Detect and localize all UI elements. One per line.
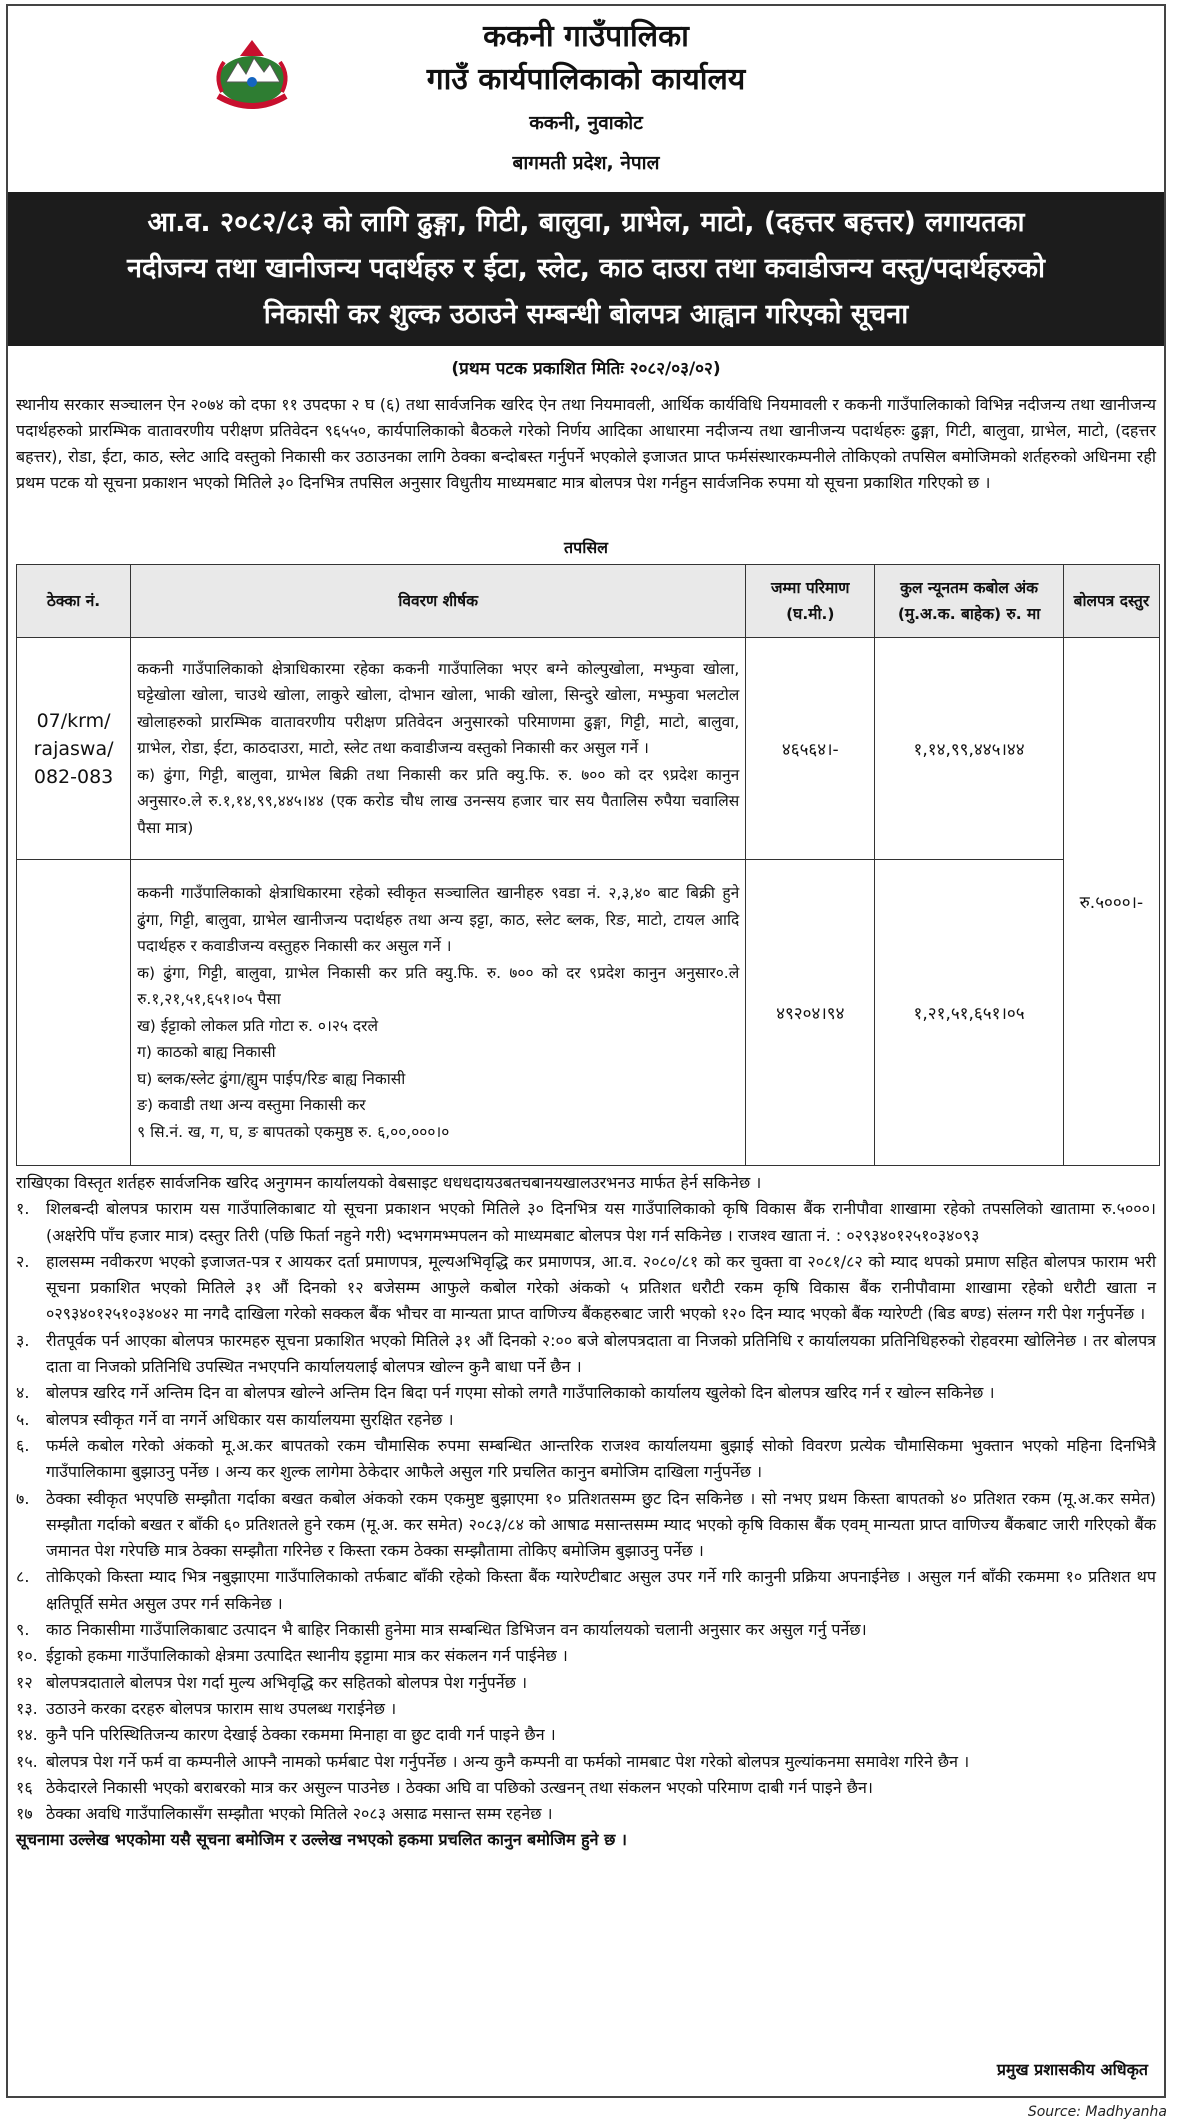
condition-item — [16, 1380, 1156, 1406]
row-2-description — [131, 860, 746, 1166]
notice-page — [6, 4, 1166, 2098]
condition-item — [16, 1722, 1156, 1748]
condition-number: १६ — [16, 1777, 33, 1797]
intro-paragraph: स्थानीय सरकार सञ्चालन ऐन २०७४ को दफा ११ उपदफा २ घ (६) तथा सार्वजनिक खरिद ऐन तथा नियमावली, आर्थिक कार्यविधि नियमावली र ककनी गाउँपालिकाको विभिन्न नदीजन्य तथा खानीजन्य पदार्थहरुको प्रारम्भिक वातावरणीय परीक्षण प्रतिवेदन ९६५५०, कार्यपालिकाको बैठकले गरेको निर्णय आदिका आधारमा नदीजन्य तथा खानीजन्य पदार्थहरुः ढुङ्गा, गिटी, बालुवा, ग्राभेल, माटो, (दहत्तर बहत्तर), रोडा, ईटा, काठ, स्लेट आदि वस्तुको निकासी कर उठाउनका लागि ठेक्का बन्दोबस्त गर्नुपर्ने भएकोले इजाजत प्राप्त फर्मसंस्थारकम्पनीले तोकिएको तपसिल बमोजिमको शर्तहरुको अधिनमा रही प्रथम पटक यो सूचना प्रकाशन भएको मितिले ३० दिनभित्र तपसिल अनुसार विधुतीय माध्यमबाट मात्र बोलपत्र पेश गर्नहुन सार्वजनिक रुपमा यो सूचना प्रकाशित गरिएको छ । — [16, 395, 1156, 492]
condition-text: रीतपूर्वक पर्न आएका बोलपत्र फारमहरु सूचना प्रकाशित भएको मितिले ३१ औं दिनको २:०० बजे बोलपत्रदाता वा निजको प्रतिनिधि र कार्यालयका प्रतिनिधिहरुको रोहवरमा खोलिनेछ । तर बोलपत्र दाता वा निजको प्रतिनिधि उपस्थित नभएपनि कार्यालयलाई बोलपत्र खोल्न कुनै बाधा पर्ने छैन । — [46, 1330, 1156, 1377]
condition-number: १०. — [16, 1646, 38, 1666]
bid-fee: रु.५०००।- — [1063, 638, 1159, 1166]
row-1-min-bid: १,१४,९९,४४५।४४ — [875, 638, 1063, 860]
condition-number: ३. — [16, 1330, 30, 1350]
condition-text: उठाउने करका दरहरु बोलपत्र फाराम साथ उपलब्ध गराईनेछ । — [46, 1698, 397, 1718]
office-body: गाउँ कार्यपालिकाको कार्यालय — [426, 62, 746, 97]
condition-text: बोलपत्रदाताले बोलपत्र पेश गर्दा मुल्य अभिवृद्धि कर सहितको बोलपत्र पेश गर्नुपर्नेछ । — [46, 1672, 528, 1692]
row-2-desc-line: ग) काठको बाह्य निकासी — [137, 1043, 276, 1061]
condition-item — [16, 1617, 1156, 1643]
condition-text: हालसम्म नवीकरण भएको इजाजत-पत्र र आयकर दर्ता प्रमाणपत्र, मूल्यअभिवृद्धि कर प्रमाणपत्र, आ.व. २०८०/८१ को कर चुक्ता वा २०८१/८२ को म्याद थपको प्रमाण सहित बोलपत्र फाराम भरी सूचना प्रकाशित भएको मितिले ३१ औं दिनको १२ बजेसम्म आफुले कबोल गरेको अंकको ५ प्रतिशत धरौटी रकम कृषि विकास बैंक रानीपौवामा शाखामा रहेको धरौटी खाता न ०२९३४०१२५१०३४०४२ मा नगदै दाखिला गरेको सक्कल बैंक भौचर वा मान्यता प्राप्त वाणिज्य बैंकहरुबाट जारी भएको १२० दिन म्याद भएको बैंक ग्यारेण्टी (बिड बण्ड) संलग्न गरी पेश गर्नुपर्नेछ । — [46, 1251, 1156, 1324]
condition-item — [16, 1328, 1156, 1381]
condition-item — [16, 1486, 1156, 1565]
condition-text: ठेकेदारले निकासी भएको बराबरको मात्र कर असुल्न पाउनेछ । ठेक्का अघि वा पछिको उत्खनन् तथा संकलन भएको परिमाण दाबी गर्न पाइने छैन। — [46, 1777, 873, 1797]
condition-number: ५. — [16, 1409, 30, 1429]
condition-item — [16, 1749, 1156, 1775]
conditions-section — [16, 1170, 1156, 1854]
condition-text: तोकिएको किस्ता म्याद भित्र नबुझाएमा गाउँपालिकाको तर्फबाट बाँकी रहेको किस्ता बैंक ग्यारेण्टीबाट असुल उपर गर्ने गरि कानुनी प्रक्रिया अपनाईनेछ । असुल गर्न बाँकी रकममा १० प्रतिशत थप क्षतिपूर्ति समेत असुल उपर गर्न सकिनेछ । — [46, 1567, 1156, 1613]
row-2-desc-line: घ) ब्लक/स्लेट ढुंगा/ह्युम पाईप/रिङ बाह्य निकासी — [137, 1069, 406, 1088]
conditions-lead: राखिएका विस्तृत शर्तहरु सार्वजनिक खरिद अनुगमन कार्यालयको वेबसाइट धधधदायउबतचबानयखालउरभनउ मार्फत हेर्न सकिनेछ । — [16, 1173, 762, 1192]
condition-item — [16, 1564, 1156, 1617]
notice-title-banner — [8, 192, 1164, 346]
table-header-row — [17, 565, 1160, 638]
row-2-desc-line: क) ढुंगा, गिट्टी, बालुवा, ग्राभेल निकासी कर प्रति क्यु.फि. रु. ७०० को दर ९प्रदेश कानुन अनुसार०.ले रु.१,२१,५१,६५१।०५ पैसा — [137, 963, 740, 1008]
header-bid-fee: बोलपत्र दस्तुर — [1063, 565, 1159, 638]
source-credit: Source: Madhyanha — [1027, 2104, 1167, 2120]
signatory-title: प्रमुख प्रशासकीय अधिकृत — [996, 2060, 1148, 2079]
row-1-description — [131, 638, 746, 860]
header — [8, 6, 1164, 192]
condition-number: १. — [16, 1199, 30, 1219]
header-min-bid: कुल न्यूनतम कबोल अंक (मु.अ.क. बाहेक) रु. मा — [875, 565, 1063, 638]
office-province: बागमती प्रदेश, नेपाल — [512, 152, 660, 174]
row-1-desc-line: क) ढुंगा, गिट्टी, बालुवा, ग्राभेल बिक्री तथा निकासी कर प्रति क्यु.फि. रु. ७०० को दर ९प्रदेश कानुन अनुसार०.ले रु.१,१४,९९,४४५।४४ (एक करोड चौध लाख उनन्सय हजार चार सय पैतालिस रुपैया चवालिस पैसा मात्र) — [137, 765, 740, 837]
condition-text: काठ निकासीमा गाउँपालिकाबाट उत्पादन भै बाहिर निकासी हुनेमा मात्र सम्बन्धित डिभिजन वन कार्यालयको चलानी अनुसार कर असुल गर्नु पर्नेछ। — [46, 1620, 867, 1640]
condition-number: ६. — [16, 1435, 30, 1455]
row-2-desc-line: ङ) कवाडी तथा अन्य वस्तुमा निकासी कर — [137, 1096, 366, 1114]
row-2-quantity: ४९२०४।९४ — [746, 860, 875, 1166]
condition-number: १५. — [16, 1751, 38, 1771]
condition-number: १४. — [16, 1725, 38, 1745]
condition-number: ८. — [16, 1567, 30, 1587]
condition-item — [16, 1196, 1156, 1249]
row-2-desc-line: ख) ईट्टाको लोकल प्रति गोटा रु. ०।२५ दरले — [137, 1016, 378, 1035]
contract-number: 07/krm/ rajaswa/ 082-083 — [17, 638, 131, 860]
row-1-desc-line: ककनी गाउँपालिकाको क्षेत्राधिकारमा रहेका ककनी गाउँपालिका भएर बग्ने कोल्पुखोला, मभ्फुवा खोला, घट्टेखोला खोला, चाउथे खोला, लाकुरे खोला, दोभान खोला, भाकी खोला, सिन्दुरे खोला, मभ्फुवा भलटोल खोलाहरुको प्रारम्भिक वातावरणीय परीक्षण प्रतिवेदन अनुसारको परिमाणमा ढुङ्गा, गिट्टी, माटो, बालुवा, ग्राभेल, रोडा, ईटा, काठदाउरा, माटो, स्लेट तथा कवाडीजन्य वस्तुको निकासी कर असुल गर्ने । — [137, 659, 740, 758]
notice-title-line-2: नदीजन्य तथा खानीजन्य पदार्थहरु र ईटा, स्लेट, काठ दाउरा तथा कवाडीजन्य वस्तु/पदार्थहरुको — [127, 253, 1045, 284]
condition-item — [16, 1643, 1156, 1669]
office-location: ककनी, नुवाकोट — [529, 112, 643, 134]
schedule-title: तपसिल — [563, 538, 609, 557]
row-1-quantity: ४६५६४।- — [746, 638, 875, 860]
schedule-table — [16, 564, 1160, 1166]
table-row — [17, 638, 1160, 860]
condition-item — [16, 1696, 1156, 1722]
condition-text: बोलपत्र स्वीकृत गर्ने वा नगर्ने अधिकार यस कार्यालयमा सुरक्षित रहनेछ । — [46, 1409, 454, 1429]
office-name: ककनी गाउँपालिका — [483, 19, 689, 54]
condition-number: १७ — [16, 1804, 33, 1824]
condition-number: ९. — [16, 1620, 30, 1640]
condition-number: १२ — [16, 1672, 33, 1692]
header-description: विवरण शीर्षक — [131, 565, 746, 638]
row-2-desc-line: ९ सि.नं. ख, ग, घ, ङ बापतको एकमुष्ठ रु. ६,००,०००।० — [137, 1122, 450, 1141]
condition-text: कुनै पनि परिस्थितिजन्य कारण देखाई ठेक्का रकममा मिनाहा वा छुट दावी गर्न पाइने छैन । — [46, 1725, 556, 1745]
condition-number: ७. — [16, 1488, 30, 1508]
publication-date: (प्रथम पटक प्रकाशित मितिः २०८२/०३/०२) — [451, 359, 721, 379]
condition-number: २. — [16, 1251, 30, 1271]
condition-item — [16, 1670, 1156, 1696]
condition-number: १३. — [16, 1698, 38, 1718]
condition-text: फर्मले कबोल गरेको अंकको मू.अ.कर बापतको रकम चौमासिक रुपमा सम्बन्धित आन्तरिक राजश्व कार्यालयमा बुझाई सोको विवरण प्रत्येक चौमासिकमा भुक्तान भएको महिना दिनभित्रै गाउँपालिकामा बुझाउनु पर्नेछ । अन्य कर शुल्क लागेमा ठेकेदार आफैले असुल गरि प्रचलित कानुन बमोजिम दाखिला गर्नुपर्नेछ । — [46, 1435, 1156, 1482]
condition-text: बोलपत्र खरिद गर्ने अन्तिम दिन वा बोलपत्र खोल्ने अन्तिम दिन बिदा पर्न गएमा सोको लगतै गाउँपालिकाको कार्यालय खुलेको दिन बोलपत्र खरिद गर्न र खोल्न सकिनेछ । — [46, 1383, 995, 1403]
condition-item — [16, 1775, 1156, 1801]
condition-item — [16, 1407, 1156, 1433]
condition-text: शिलबन्दी बोलपत्र फाराम यस गाउँपालिकाबाट यो सूचना प्रकाशन भएको मितिले ३० दिनभित्र यस गाउँपालिकाको कृषि विकास बैंक रानीपौवा शाखामा रहेको तपसलिको खातामा रु.५०००। (अक्षरेपि पाँच हजार मात्र) दस्तुर तिरी (पछि फिर्ता नहुने गरी) भ्दभगमभ्मपलन को माध्यमबाट बोलपत्र पेश गर्न सकिनेछ । राजश्व खाता नं. : ०२९३४०१२५१०३४०९३ — [46, 1199, 1156, 1245]
header-contract-no: ठेक्का नं. — [17, 565, 131, 638]
condition-item — [16, 1801, 1156, 1827]
condition-text: ठेक्का अवधि गाउँपालिकासँग सम्झौता भएको मितिले २०८३ असाढ मसान्त सम्म रहनेछ । — [46, 1804, 553, 1824]
condition-text: बोलपत्र पेश गर्ने फर्म वा कम्पनीले आफ्नै नामको फर्मबाट पेश गर्नुपर्नेछ । अन्य कुनै कम्पनी वा फर्मको नामबाट पेश गरेको बोलपत्र मुल्यांकनमा समावेश गरिने छैन । — [46, 1751, 970, 1771]
header-quantity: जम्मा परिमाण (घ.मी.) — [746, 565, 875, 638]
table-row — [17, 860, 1160, 1166]
condition-item — [16, 1249, 1156, 1328]
row-2-contract-number — [17, 860, 131, 1166]
condition-number: ४. — [16, 1383, 30, 1403]
condition-text: ठेक्का स्वीकृत भएपछि सम्झौता गर्दाका बखत कबोल अंकको रकम एकमुष्ट बुझाएमा १० प्रतिशतसम्म छुट दिन सकिनेछ । सो नभए प्रथम किस्ता बापतको ४० प्रतिशत रकम (मू.अ.कर समेत) सम्झौता गर्दाको बखत र बाँकी ६० प्रतिशतले हुने रकम (मू.अ. कर समेत) २०८३/८४ को आषाढ मसान्तसम्म म्याद भएको कृषि विकास बैंक एवम् मान्यता प्राप्त वाणिज्य बैंकबाट जारी गरिएको बैंक जमानत पेश गरेपछि मात्र ठेक्का सम्झौता गरिनेछ र किस्ता रकम ठेक्का सम्झौतामा तोकिए बमोजिम बुझाउनु पर्नेछ । — [46, 1488, 1156, 1561]
notice-title-line-3: निकासी कर शुल्क उठाउने सम्बन्धी बोलपत्र आह्वान गरिएको सूचना — [263, 299, 909, 330]
row-2-desc-line: ककनी गाउँपालिकाको क्षेत्राधिकारमा रहेको स्वीकृत सञ्चालित खानीहरु ९वडा नं. २,३,४० बाट बिक्री हुने ढुंगा, गिट्टी, बालुवा, ग्राभेल खानीजन्य पदार्थहरु तथा अन्य इट्टा, काठ, स्लेट ब्लक, रिङ, माटो, टायल आदि पदार्थहरु र कवाडीजन्य वस्तुहरु निकासी कर असुल गर्ने । — [137, 884, 740, 955]
notice-title-line-1: आ.व. २०८२/८३ को लागि ढुङ्गा, गिटी, बालुवा, ग्राभेल, माटो, (दहत्तर बहत्तर) लगायतका — [147, 207, 1025, 238]
condition-text: ईट्टाको हकमा गाउँपालिकाको क्षेत्रमा उत्पादित स्थानीय इट्टामा मात्र कर संकलन गर्न पाईनेछ । — [46, 1646, 568, 1666]
closing-statement: सूचनामा उल्लेख भएकोमा यसै सूचना बमोजिम र उल्लेख नभएको हकमा प्रचलित कानुन बमोजिम हुने छ । — [16, 1830, 627, 1850]
condition-item — [16, 1433, 1156, 1486]
row-2-min-bid: १,२१,५१,६५१।०५ — [875, 860, 1063, 1166]
